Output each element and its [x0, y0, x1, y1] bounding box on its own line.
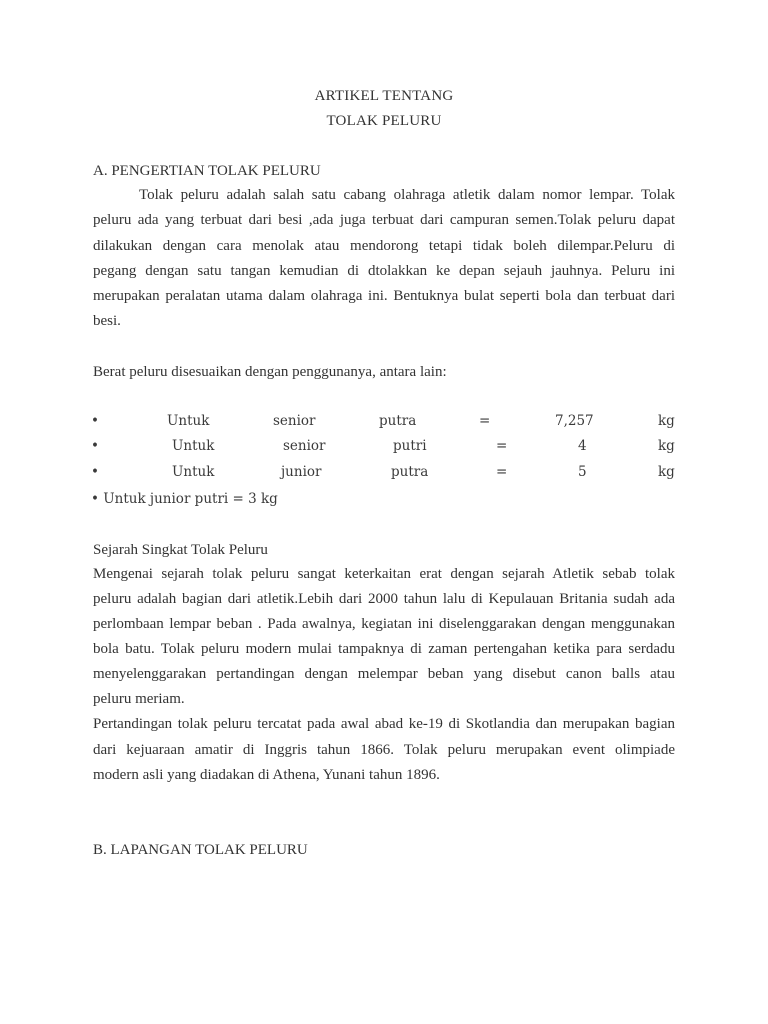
- equals-sign: =: [496, 464, 508, 480]
- list-item: [91, 464, 676, 486]
- section-b-heading: B. LAPANGAN TOLAK PELURU: [93, 842, 308, 858]
- weight-intro: Berat peluru disesuaikan dengan penggunanya, antara lain:: [93, 364, 447, 380]
- history-line: peluru adalah bagian dari atletik.Lebih dari 2000 tahun lalu di Kepulauan Britania sudah ada: [93, 591, 675, 607]
- history-line: peluru meriam.: [93, 691, 185, 707]
- history-line: bola batu. Tolak peluru modern mulai tampaknya di zaman pertengahan ketika para serdadu: [93, 641, 675, 657]
- title-line-2: TOLAK PELURU: [326, 113, 442, 129]
- bullet: •: [91, 438, 99, 454]
- list-word: Untuk: [167, 413, 210, 429]
- paragraph-line: merupakan peralatan utama dalam olahraga ini. Bentuknya bulat seperti bola dan terbuat dari: [93, 288, 675, 304]
- title-line-1: ARTIKEL TENTANG: [314, 88, 454, 104]
- paragraph-line: Tolak peluru adalah salah satu cabang olahraga atletik dalam nomor lempar. Tolak: [139, 187, 675, 203]
- list-unit: kg: [658, 464, 675, 480]
- history-heading: Sejarah Singkat Tolak Peluru: [93, 542, 268, 558]
- equals-sign: =: [496, 438, 508, 454]
- history-line: perlombaan lempar beban . Pada awalnya, kegiatan ini diselenggarakan dengan menggunakan: [93, 616, 675, 632]
- paragraph-line: pegang dengan satu tangan kemudian di dtolakkan ke depan sejauh jauhnya. Peluru ini: [93, 263, 675, 279]
- list-value: 7,257: [555, 413, 594, 429]
- list-word: putra: [379, 413, 417, 429]
- list-value: 5: [578, 464, 587, 480]
- list-word: putri: [393, 438, 427, 454]
- list-word: Untuk: [172, 438, 215, 454]
- bullet: •: [91, 464, 99, 480]
- list-word: junior: [281, 464, 322, 480]
- paragraph-line: peluru ada yang terbuat dari besi ,ada juga terbuat dari campuran semen.Tolak peluru dapat: [93, 212, 675, 228]
- bullet: •: [91, 413, 99, 429]
- list-unit: kg: [658, 413, 675, 429]
- history-line: menyelenggarakan pertandingan dengan melempar beban yang disebut canon balls atau: [93, 666, 675, 682]
- section-a-heading: A. PENGERTIAN TOLAK PELURU: [93, 163, 321, 179]
- list-word: senior: [283, 438, 326, 454]
- list-item: [91, 413, 676, 435]
- history-line: dari kejuaraan amatir di Inggris tahun 1866. Tolak peluru merupakan event olimpiade: [93, 742, 675, 758]
- paragraph-line: besi.: [93, 313, 121, 329]
- paragraph-line: dilakukan dengan cara menolak atau mendorong tetapi tidak boleh dilempar.Peluru di: [93, 238, 675, 254]
- equals-sign: =: [479, 413, 491, 429]
- list-unit: kg: [658, 438, 675, 454]
- history-line: Pertandingan tolak peluru tercatat pada awal abad ke-19 di Skotlandia dan merupakan bagian: [93, 716, 675, 732]
- list-word: senior: [273, 413, 316, 429]
- list-word: Untuk: [172, 464, 215, 480]
- history-line: Mengenai sejarah tolak peluru sangat keterkaitan erat dengan sejarah Atletik sebab tolak: [93, 566, 675, 582]
- history-line: modern asli yang diadakan di Athena, Yunani tahun 1896.: [93, 767, 440, 783]
- list-value: 4: [578, 438, 587, 454]
- list-word: putra: [391, 464, 429, 480]
- list-item: [91, 438, 676, 460]
- list-item-last: • Untuk junior putri = 3 kg: [91, 491, 278, 507]
